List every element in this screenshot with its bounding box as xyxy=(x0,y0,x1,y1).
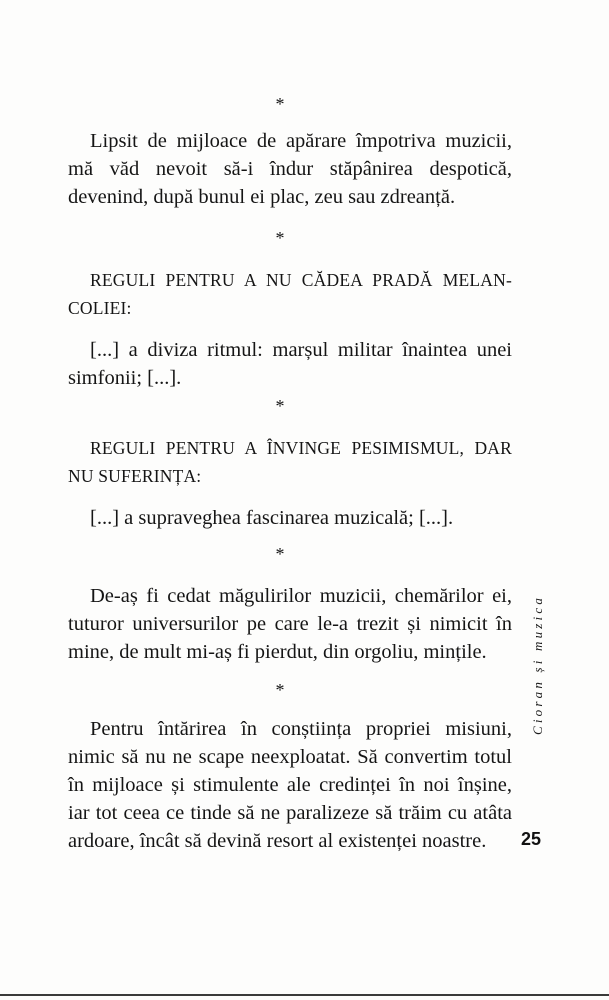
section-separator-3: * xyxy=(275,396,285,416)
paragraph-music-defense: Lipsit de mijloace de apărare împotriva muzicii, mă văd nevoit să-i îndur stăpânirea despotică, devenind, după bunul ei plac, zeu sau zdreanță. xyxy=(68,130,512,208)
heading-pessimism-rules: REGULI PENTRU A ÎNVINGE PESIMISMUL, DAR NU SUFERINȚA: xyxy=(68,438,512,486)
bottom-edge-line xyxy=(0,994,609,996)
heading-melancholy-rules: REGULI PENTRU A NU CĂDEA PRADĂ MELAN-COLIEI: xyxy=(68,270,512,318)
section-1 xyxy=(68,127,512,211)
paragraph-fascination: [...] a supraveghea fascinarea muzicală; [...]. xyxy=(90,507,454,529)
section-separator-5: * xyxy=(275,680,285,700)
section-separator-1: * xyxy=(275,94,285,114)
section-4 xyxy=(68,582,512,666)
page-number: 25 xyxy=(521,829,542,849)
section-separator-2: * xyxy=(275,228,285,248)
paragraph-music-flattery: De-aș fi cedat măgulirilor muzicii, chemărilor ei, tuturor universurilor pe care le-a trezit și nimicit în mine, de mult mi-aș fi pierdut, din orgoliu, mințile. xyxy=(68,585,512,663)
paragraph-mission: Pentru întărirea în conștiința propriei misiuni, nimic să nu ne scape neexploatat. Să convertim totul în mijloace și stimulente ale credinței în noi înșine, iar tot ceea ce tinde să ne paralizeze să trăim cu atâta ardoare, încât să devină resort al existenței noastre. xyxy=(68,718,512,852)
section-5 xyxy=(68,715,512,855)
running-head: Cioran și muzica xyxy=(530,594,545,735)
section-separator-4: * xyxy=(275,544,285,564)
paragraph-rhythm: [...] a diviza ritmul: marșul militar înaintea unei simfonii; [...]. xyxy=(68,339,512,389)
section-3 xyxy=(68,434,512,532)
section-2 xyxy=(68,266,512,392)
